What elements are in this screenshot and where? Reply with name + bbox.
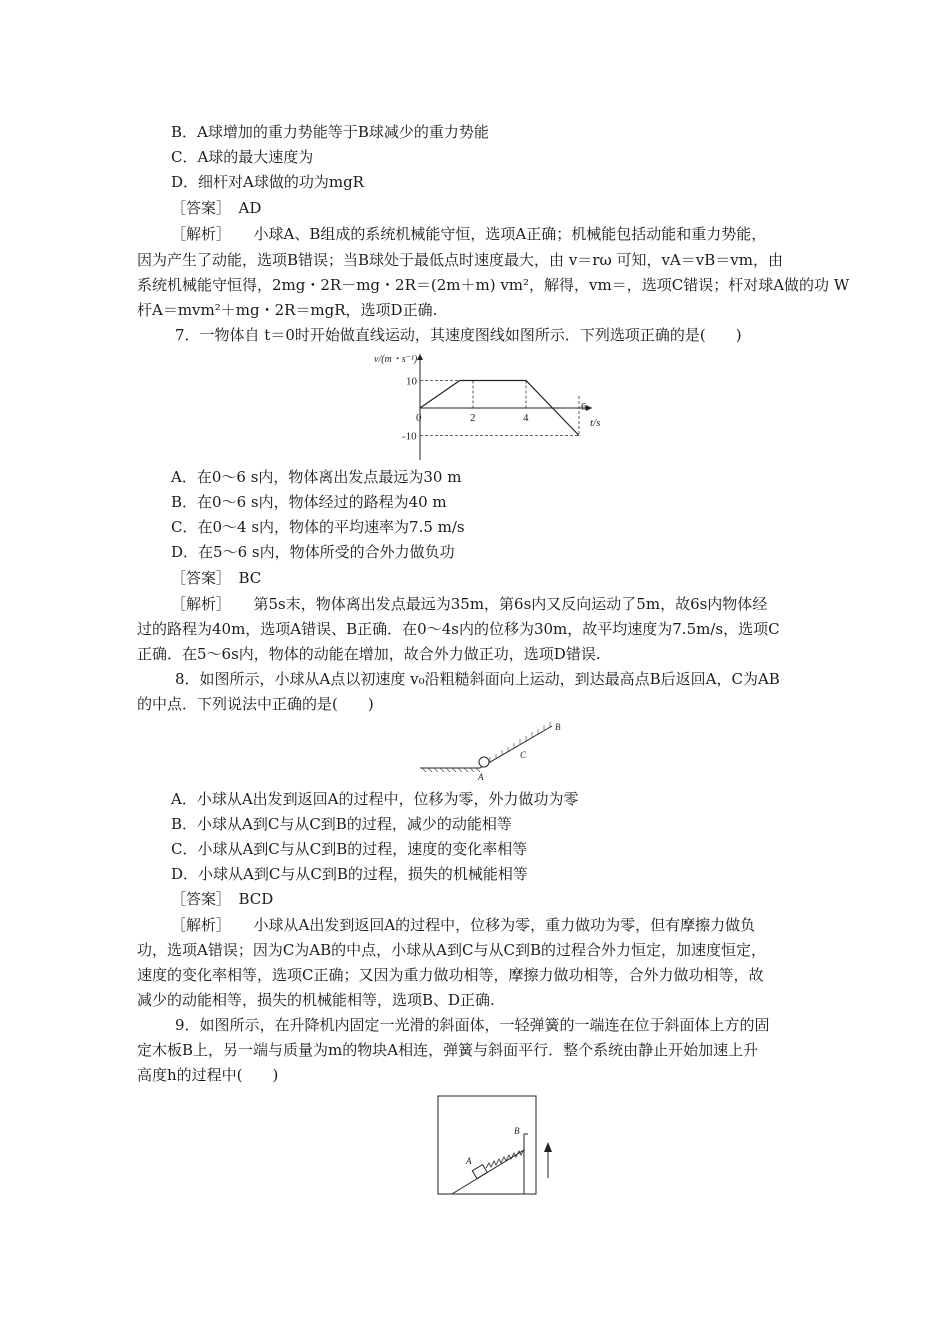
elevator-box [438,1096,536,1194]
ground-hatching [422,768,480,772]
x-tick-2: 2 [470,412,476,424]
q6-option-c: C．A球的最大速度为 [171,148,314,166]
q8-explanation-line-4: 减少的动能相等，损失的机械能相等，选项B、D正确. [137,991,495,1009]
elevator-incline-figure [436,1094,568,1196]
q9-stem-line-2: 定木板B上，另一端与质量为m的物块A相连，弹簧与斜面平行．整个系统由静止开始加速上升 [137,1041,759,1059]
q8-option-a: A．小球从A出发到返回A的过程中，位移为零，外力做功为零 [171,790,579,808]
board-b-label: B [514,1126,520,1136]
up-arrow-icon [544,1142,552,1178]
q8-explanation-line-1: ［解析］ 小球从A出发到返回A的过程中，位移为零，重力做功为零，但有摩擦力做负 [171,916,756,934]
incline-surface [480,726,552,768]
q7-option-d: D．在5～6 s内，物体所受的合外力做负功 [171,543,455,561]
q7-stem: 7．一物体自 t＝0时开始做直线运动，其速度图线如图所示．下列选项正确的是( ) [175,326,742,344]
x-tick-4: 4 [523,412,529,424]
q7-option-c: C．在0～4 s内，物体的平均速率为7.5 m/s [171,518,465,536]
q8-option-b: B．小球从A到C与从C到B的过程，减少的动能相等 [171,815,512,833]
ball [479,757,489,767]
q6-answer: ［答案］ AD [171,199,262,217]
spring [486,1149,524,1168]
q7-answer: ［答案］ BC [171,569,262,587]
incline-wedge [452,1150,524,1194]
q9-stem-line-3: 高度h的过程中( ) [137,1066,279,1084]
q8-stem-line-1: 8．如图所示，小球从A点以初速度 v₀沿粗糙斜面向上运动，到达最高点B后返回A，C为AB [175,670,780,688]
q8-stem-line-2: 的中点．下列说法中正确的是( ) [137,695,374,713]
q8-explanation-line-2: 功，选项A错误；因为C为AB的中点，小球从A到C与从C到B的过程合外力恒定，加速度恒定， [137,941,766,959]
q6-explanation-line-4: 杆A＝mvm²＋mg・2R＝mgR，选项D正确. [137,301,438,319]
q9-stem-line-1: 9．如图所示，在升降机内固定一光滑的斜面体，一轻弹簧的一端连在位于斜面体上方的固 [175,1016,770,1034]
q6-explanation-line-1: ［解析］ 小球A、B组成的系统机械能守恒，选项A正确；机械能包括动能和重力势能， [171,225,767,243]
q8-explanation-line-3: 速度的变化率相等，选项C正确；又因为重力做功相等，摩擦力做功相等，合外力做功相等，故 [137,966,764,984]
q8-option-d: D．小球从A到C与从C到B的过程，损失的机械能相等 [171,865,528,883]
q7-option-a: A．在0～6 s内，物体离出发点最远为30 m [171,468,462,486]
incline-ball-figure [418,720,578,782]
q6-explanation-line-3: 系统机械能守恒得，2mg・2R－mg・2R＝(2m＋m) vm²，解得，vm＝，选项C错误；杆对球A做的功 W [137,276,850,294]
x-axis-label: t/s [590,417,601,429]
x-tick-0: 0 [416,412,422,424]
board-b [524,1134,528,1150]
block-a [472,1165,487,1179]
q7-explanation-line-3: 正确．在5～6s内，物体的动能在增加，故合外力做正功，选项D错误. [137,645,601,663]
velocity-time-chart [370,348,610,466]
block-a-label: A [466,1156,472,1166]
q7-explanation-line-1: ［解析］ 第5s末，物体离出发点最远为35m，第6s内又反向运动了5m，故6s内物体经 [171,595,768,613]
q6-option-b: B．A球增加的重力势能等于B球减少的重力势能 [171,123,489,141]
q8-option-c: C．小球从A到C与从C到B的过程，速度的变化率相等 [171,840,528,858]
tick-labels [402,376,587,443]
point-a-label: A [478,772,484,782]
q7-explanation-line-2: 过的路程为40m，选项A错误、B正确．在0～4s内的位移为30m，故平均速度为7.5m/s，选项C [137,620,780,638]
point-c-label: C [520,750,527,760]
q7-option-b: B．在0～6 s内，物体经过的路程为40 m [171,493,447,511]
x-tick-6: 6 [581,401,587,413]
y-tick-10: 10 [406,375,417,388]
q6-option-d: D．细杆对A球做的功为mgR [171,173,364,191]
y-axis-label: v/(m・s⁻¹) [374,354,418,365]
point-b-label: B [555,722,561,732]
y-tick-minus-10: -10 [402,430,417,443]
q6-explanation-line-2: 因为产生了动能，选项B错误；当B球处于最低点时速度最大，由 v＝rω 可知，vA＝vB＝vm，由 [137,251,783,269]
q8-answer: ［答案］ BCD [171,890,274,908]
